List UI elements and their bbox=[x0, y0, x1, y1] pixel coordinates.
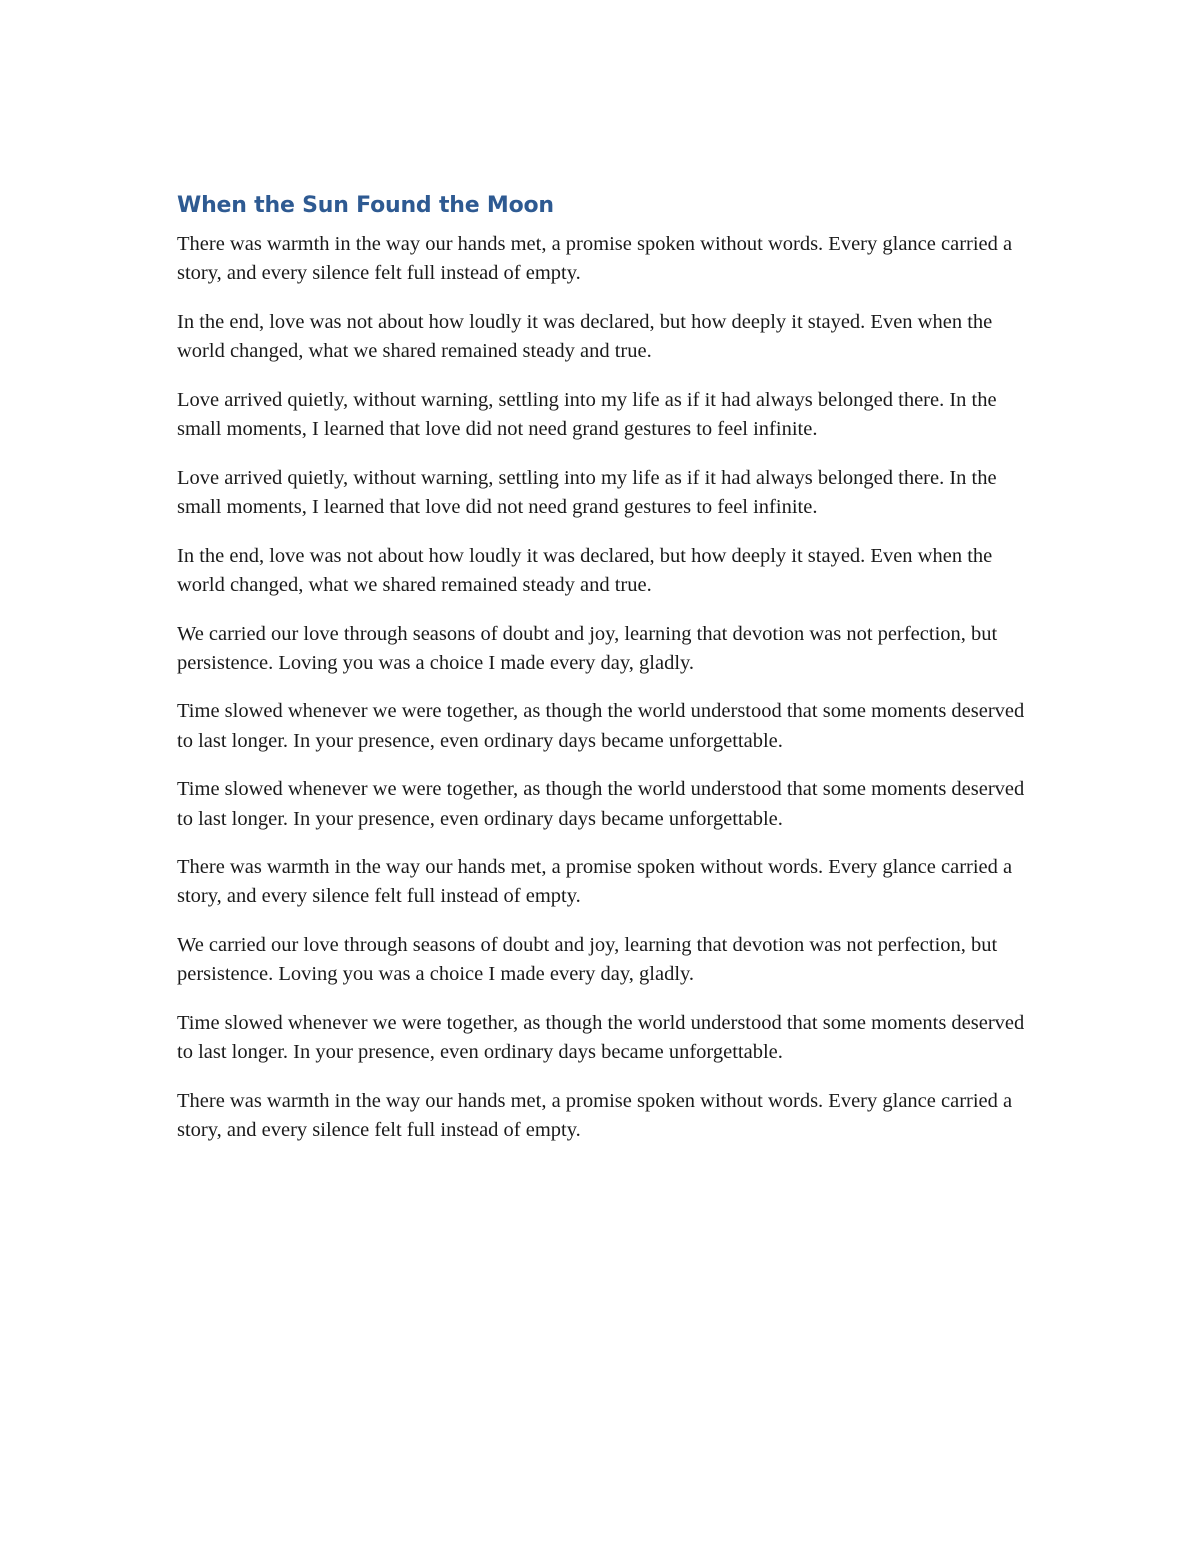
paragraph: There was warmth in the way our hands met, a promise spoken without words. Every glance carried a story, and every silence felt full instead of empty. bbox=[177, 856, 1013, 908]
paragraph: Love arrived quietly, without warning, settling into my life as if it had always belonged there. In the small moments, I learned that love did not need grand gestures to feel infinite. bbox=[177, 466, 997, 518]
document-title: When the Sun Found the Moon bbox=[177, 193, 554, 218]
paragraph: Love arrived quietly, without warning, settling into my life as if it had always belonged there. In the small moments, I learned that love did not need grand gestures to feel infinite. bbox=[177, 388, 997, 441]
document-body bbox=[177, 191, 1027, 1165]
paragraph: There was warmth in the way our hands met, a promise spoken without words. Every glance carried a story, and every silence felt full instead of empty. bbox=[177, 233, 1013, 285]
paragraph: Time slowed whenever we were together, as though the world understood that some moments deserved to last longer. In your presence, even ordinary days became unforgettable. bbox=[177, 1012, 1025, 1064]
paragraph: Time slowed whenever we were together, as though the world understood that some moments deserved to last longer. In your presence, even ordinary days became unforgettable. bbox=[177, 778, 1025, 830]
paragraph: We carried our love through seasons of doubt and joy, learning that devotion was not perfection, but persistence. Loving you was a choice I made every day, gladly. bbox=[177, 622, 998, 674]
paragraph: Time slowed whenever we were together, as though the world understood that some moments deserved to last longer. In your presence, even ordinary days became unforgettable. bbox=[177, 700, 1025, 752]
paragraph: We carried our love through seasons of doubt and joy, learning that devotion was not perfection, but persistence. Loving you was a choice I made every day, gladly. bbox=[177, 934, 998, 986]
paragraph: There was warmth in the way our hands met, a promise spoken without words. Every glance carried a story, and every silence felt full instead of empty. bbox=[177, 1089, 1013, 1142]
paragraph: In the end, love was not about how loudly it was declared, but how deeply it stayed. Even when the world changed, what we shared remained steady and true. bbox=[177, 544, 993, 596]
paragraph: In the end, love was not about how loudly it was declared, but how deeply it stayed. Even when the world changed, what we shared remained steady and true. bbox=[177, 310, 993, 363]
